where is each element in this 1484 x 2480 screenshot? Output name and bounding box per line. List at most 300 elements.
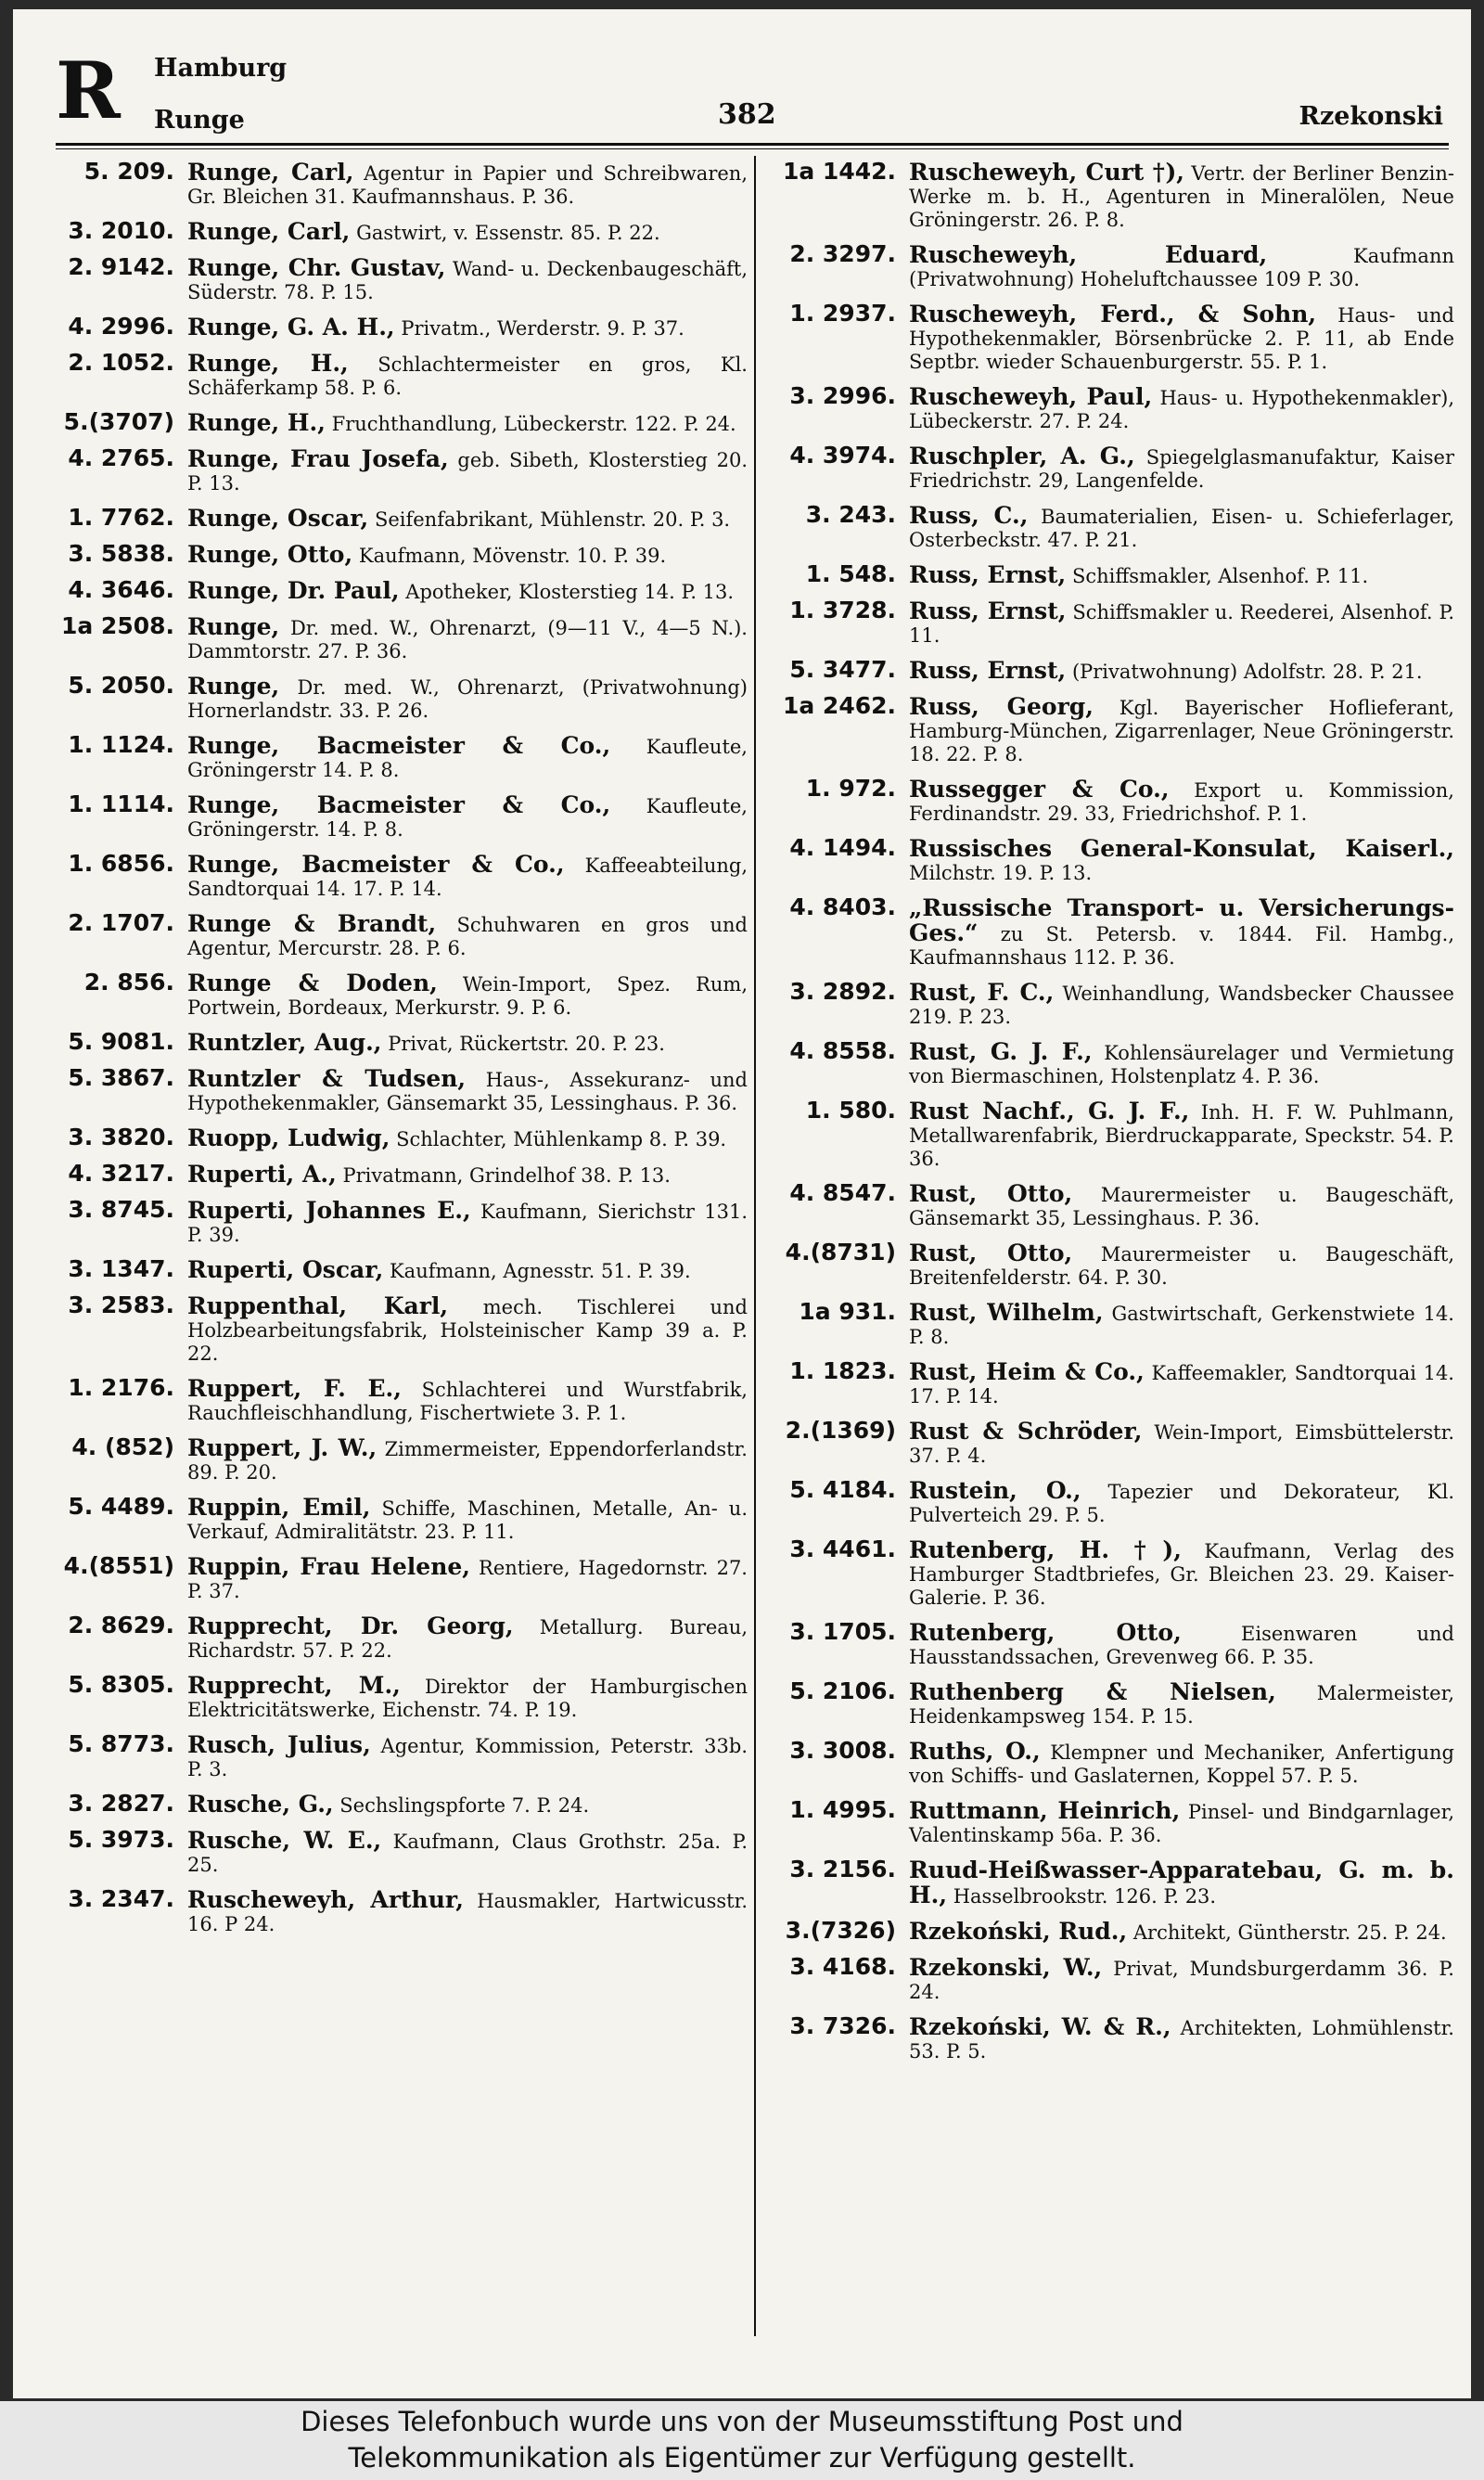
entry-name: Ruscheweyh, Curt †), [909, 159, 1184, 186]
entry-phone-number: 3. 5838. [68, 540, 174, 567]
entry-name: Ruscheweyh, Arthur, [187, 1886, 464, 1913]
directory-entry [46, 1493, 748, 1544]
entry-phone-number: 4. 3217. [68, 1160, 174, 1187]
entry-phone-number: 4.(8731) [785, 1239, 896, 1266]
entry-text [909, 300, 1454, 374]
entry-details: Milchstr. 19. P. 13. [909, 862, 1093, 884]
entry-name: Rzekoński, Rud., [909, 1918, 1128, 1945]
entry-text [909, 978, 1454, 1029]
directory-entry [46, 158, 748, 209]
entry-phone-number: 1. 6856. [68, 850, 174, 877]
entry-details: Privatmann, Grindelhof 38. P. 13. [342, 1164, 671, 1187]
entry-name: Ruschpler, A. G., [909, 443, 1135, 469]
entry-name: Rust, Wilhelm, [909, 1299, 1104, 1326]
entry-details: Export u. Kommission, Ferdinandstr. 29. 33, Friedrichshof. P. 1. [909, 779, 1454, 825]
entry-phone-number: 3. 3820. [68, 1124, 174, 1150]
entry-phone-number: 1. 2937. [789, 300, 896, 327]
entry-text [187, 408, 748, 436]
entry-text [187, 909, 748, 960]
entry-details: Schlachterei und Wurstfabrik, Rauchfleischhandlung, Fischertwiete 3. P. 1. [187, 1379, 748, 1424]
entry-details: Wein-Import, Eimsbüttelerstr. 37. P. 4. [909, 1421, 1454, 1467]
entry-phone-number: 3. 3008. [789, 1737, 896, 1764]
entry-name: Ruppin, Frau Helene, [187, 1553, 470, 1580]
entry-name: Rutenberg, Otto, [909, 1619, 1182, 1646]
header-rule-thin [56, 148, 1449, 149]
entry-name: Runge & Brandt, [187, 910, 437, 937]
entry-details: Kaufmann, Sierichstr 131. P. 39. [187, 1201, 748, 1246]
entry-name: Runge, Dr. Paul, [187, 577, 400, 604]
entry-phone-number: 1. 1114. [68, 790, 174, 817]
entry-phone-number: 3. 2347. [68, 1885, 174, 1912]
entry-phone-number: 4. 3646. [68, 576, 174, 603]
entry-details: Haus- und Hypothekenmakler, Börsenbrücke 2. P. 11, ab Ende Septbr. wieder Schauenburgerstr. 55. P. 1. [909, 304, 1454, 373]
directory-entry [46, 731, 748, 782]
entry-name: Ruperti, Oscar, [187, 1256, 384, 1283]
directory-entry [768, 240, 1454, 291]
directory-entry [46, 1374, 748, 1425]
entry-details: Malermeister, Heidenkampsweg 154. P. 15. [909, 1682, 1454, 1728]
directory-entry [768, 1357, 1454, 1408]
entry-details: Kaufleute, Gröningerstr. 14. P. 8. [187, 795, 748, 841]
directory-entry [46, 1671, 748, 1722]
directory-entry [46, 1255, 748, 1283]
entry-phone-number: 1. 2176. [68, 1374, 174, 1401]
entry-text [909, 1097, 1454, 1171]
header-city: Hamburg [154, 54, 288, 83]
entry-text [909, 1179, 1454, 1230]
entry-details: Fruchthandlung, Lübeckerstr. 122. P. 24. [331, 413, 736, 435]
entry-text [909, 1856, 1454, 1908]
entry-phone-number: 5. 4489. [68, 1493, 174, 1520]
entry-phone-number: 2. 856. [83, 969, 174, 996]
entry-details: Metallurg. Bureau, Richardstr. 57. P. 22. [187, 1616, 748, 1662]
directory-entry [46, 1028, 748, 1056]
entry-phone-number: 3. 2996. [789, 382, 896, 409]
directory-entry [768, 382, 1454, 433]
section-letter: R [56, 45, 121, 136]
entry-name: Runtzler, Aug., [187, 1029, 382, 1056]
entry-phone-number: 5. 2106. [789, 1677, 896, 1704]
entry-text [187, 1826, 748, 1877]
entry-text [909, 1417, 1454, 1468]
entry-text [187, 1374, 748, 1425]
entry-phone-number: 2. 1707. [68, 909, 174, 936]
entry-text [187, 1064, 748, 1115]
entry-name: „Russische Transport- u. Versicherungs-Ges.“ [909, 894, 1454, 946]
entry-phone-number: 3. 1347. [68, 1255, 174, 1282]
entry-phone-number: 5. 8773. [68, 1730, 174, 1757]
entry-text [187, 1730, 748, 1781]
entry-phone-number: 4. 2765. [68, 444, 174, 471]
directory-entry [768, 2012, 1454, 2063]
entry-phone-number: 1. 1124. [68, 731, 174, 758]
entry-name: Ruopp, Ludwig, [187, 1124, 390, 1151]
entry-name: Runge, G. A. H., [187, 314, 395, 341]
entry-phone-number: 1. 3728. [789, 597, 896, 623]
directory-entry [46, 540, 748, 568]
entry-text [187, 1612, 748, 1663]
entry-details: Agentur in Papier und Schreibwaren, Gr. Bleichen 31. Kaufmannshaus. P. 36. [187, 162, 748, 208]
entry-text [909, 2012, 1454, 2063]
entry-name: Rzekoński, W. & R., [909, 2013, 1171, 2040]
directory-entry [768, 1796, 1454, 1847]
entry-phone-number: 3. 2583. [68, 1291, 174, 1318]
directory-entry [46, 408, 748, 436]
directory-entry [768, 1953, 1454, 2004]
entry-phone-number: 1a 1442. [782, 158, 896, 185]
directory-entry [46, 444, 748, 495]
directory-entry [46, 504, 748, 532]
directory-entry [768, 1536, 1454, 1610]
directory-entry [768, 1856, 1454, 1908]
entry-text [909, 1037, 1454, 1088]
directory-entry [46, 850, 748, 901]
entry-text [909, 158, 1454, 232]
directory-entry [768, 656, 1454, 684]
entry-name: Runge, H., [187, 409, 326, 436]
entry-text [909, 1953, 1454, 2004]
entry-details: zu St. Petersb. v. 1844. Fil. Hambg., Kaufmannshaus 112. P. 36. [909, 923, 1454, 969]
directory-entry [768, 501, 1454, 552]
entry-phone-number: 3. 2827. [68, 1790, 174, 1817]
entry-name: Rusche, W. E., [187, 1827, 382, 1854]
entry-details: Architekt, Güntherstr. 25. P. 24. [1132, 1921, 1447, 1944]
entry-details: Schiffe, Maschinen, Metalle, An- u. Verkauf, Admiralitätstr. 23. P. 11. [187, 1497, 748, 1543]
entry-name: Rust, Heim & Co., [909, 1358, 1145, 1385]
entry-text [909, 775, 1454, 826]
entry-phone-number: 5. 2050. [68, 672, 174, 699]
entry-phone-number: 1a 2508. [60, 612, 174, 639]
entry-text [187, 444, 748, 495]
entry-details: Kaufmann, Verlag des Hamburger Stadtbriefes, Gr. Bleichen 23. 29. Kaiser-Galerie. P. 36. [909, 1540, 1454, 1609]
entry-text [909, 834, 1454, 885]
entry-phone-number: 4. 8403. [789, 893, 896, 920]
entry-name: Ruscheweyh, Paul, [909, 383, 1153, 410]
entry-phone-number: 1. 548. [805, 560, 896, 587]
entry-name: Runge, Carl, [187, 159, 354, 186]
directory-entry [46, 1433, 748, 1484]
entry-phone-number: 3.(7326) [785, 1917, 896, 1944]
directory-entry [46, 1291, 748, 1366]
entry-text [909, 1298, 1454, 1349]
entry-details: Privat, Rückertstr. 20. P. 23. [388, 1033, 665, 1055]
entry-name: Ruud-Heißwasser-Apparatebau, G. m. b. H., [909, 1857, 1454, 1908]
directory-entry [46, 1064, 748, 1115]
entry-text [187, 1433, 748, 1484]
entry-phone-number: 1a 2462. [782, 692, 896, 719]
directory-entry [46, 1730, 748, 1781]
entry-name: Russegger & Co., [909, 776, 1170, 803]
entry-name: Ruscheweyh, Ferd., & Sohn, [909, 301, 1317, 328]
directory-entry [46, 1196, 748, 1247]
entry-details: Spiegelglasmanufaktur, Kaiser Friedrichstr. 29, Langenfelde. [909, 446, 1454, 492]
entry-details: Zimmermeister, Eppendorferlandstr. 89. P. 20. [187, 1438, 748, 1484]
header-rule [56, 143, 1449, 146]
entry-text [187, 612, 748, 663]
entry-text [909, 382, 1454, 433]
entry-details: Maurermeister u. Baugeschäft, Gänsemarkt 35, Lessinghaus. P. 36. [909, 1184, 1454, 1229]
entry-text [909, 560, 1454, 588]
entry-details: Inh. H. F. W. Puhlmann, Metallwarenfabrik, Bierdruckapparate, Speckstr. 54. P. 36. [909, 1101, 1454, 1170]
entry-details: (Privatwohnung) Adolfstr. 28. P. 21. [1071, 661, 1423, 683]
entry-phone-number: 5. 8305. [68, 1671, 174, 1698]
entry-text [187, 731, 748, 782]
directory-entry [46, 1826, 748, 1877]
entry-text [187, 1552, 748, 1603]
entry-name: Rzekonski, W., [909, 1954, 1103, 1981]
entry-name: Runge, Frau Josefa, [187, 445, 449, 472]
entry-text [909, 1239, 1454, 1290]
entry-details: mech. Tischlerei und Holzbearbeitungsfabrik, Holsteinischer Kamp 39 a. P. 22. [187, 1296, 748, 1365]
entry-details: Dr. med. W., Ohrenarzt, (Privatwohnung) Hornerlandstr. 33. P. 26. [187, 676, 748, 722]
entry-details: Kaffeeabteilung, Sandtorquai 14. 17. P. 14. [187, 855, 748, 900]
entry-phone-number: 5. 3477. [789, 656, 896, 683]
entry-text [187, 1671, 748, 1722]
entry-phone-number: 2. 9142. [68, 253, 174, 280]
entry-name: Russ, Ernst, [909, 561, 1067, 588]
entry-name: Ruppert, F. E., [187, 1375, 402, 1402]
entry-details: Rentiere, Hagedornstr. 27. P. 37. [187, 1557, 748, 1602]
entry-phone-number: 3. 8745. [68, 1196, 174, 1223]
entry-details: Hasselbrookstr. 126. P. 23. [953, 1885, 1217, 1908]
entry-phone-number: 2.(1369) [785, 1417, 896, 1444]
footer-banner [0, 2401, 1484, 2480]
entry-text [187, 1124, 748, 1151]
entry-name: Rust Nachf., G. J. F., [909, 1098, 1190, 1124]
entry-name: Rust, Otto, [909, 1180, 1073, 1207]
entry-phone-number: 1. 7762. [68, 504, 174, 531]
entry-text [187, 1493, 748, 1544]
directory-entry [46, 969, 748, 1020]
directory-entry [46, 217, 748, 245]
entry-name: Runge, Otto, [187, 541, 353, 568]
directory-entry [46, 1124, 748, 1151]
header-first-entry-word: Runge [154, 106, 245, 135]
directory-entry [46, 253, 748, 304]
entry-details: Eisenwaren und Hausstandssachen, Grevenweg 66. P. 35. [909, 1623, 1454, 1668]
directory-entry [46, 1790, 748, 1818]
entry-name: Runge, Chr. Gustav, [187, 254, 446, 281]
entry-name: Ruscheweyh, Eduard, [909, 241, 1268, 268]
entry-details: Seifenfabrikant, Mühlenstr. 20. P. 3. [374, 508, 731, 531]
entry-details: Klempner und Mechaniker, Anfertigung von Schiffs- und Gaslaternen, Koppel 57. P. 5. [909, 1741, 1454, 1787]
column-divider [754, 156, 756, 2336]
right-column [768, 158, 1454, 2072]
entry-text [909, 1476, 1454, 1527]
entry-text [909, 656, 1454, 684]
entry-phone-number: 5.(3707) [63, 408, 174, 435]
entry-text [187, 1885, 748, 1936]
entry-text [909, 240, 1454, 291]
entry-details: Hausmakler, Hartwicusstr. 16. P 24. [187, 1890, 748, 1935]
entry-text [187, 313, 748, 341]
directory-entry [768, 775, 1454, 826]
entry-details: Agentur, Kommission, Peterstr. 33b. P. 3. [187, 1735, 748, 1780]
directory-entry [46, 672, 748, 723]
entry-details: Dr. med. W., Ohrenarzt, (9—11 V., 4—5 N.). Dammtorstr. 27. P. 36. [187, 617, 748, 662]
entry-phone-number: 5. 9081. [68, 1028, 174, 1055]
directory-entry [768, 560, 1454, 588]
entry-text [909, 501, 1454, 552]
directory-entry [768, 1737, 1454, 1788]
entry-name: Rust, G. J. F., [909, 1038, 1093, 1065]
entry-details: Schiffsmakler u. Reederei, Alsenhof. P. 11. [909, 601, 1454, 647]
entry-details: Kohlensäurelager und Vermietung von Biermaschinen, Holstenplatz 4. P. 36. [909, 1042, 1454, 1087]
entry-name: Ruthenberg & Nielsen, [909, 1678, 1276, 1705]
entry-details: Baumaterialien, Eisen- u. Schieferlager, Osterbeckstr. 47. P. 21. [909, 506, 1454, 551]
entry-details: Gastwirt, v. Essenstr. 85. P. 22. [356, 222, 660, 244]
entry-phone-number: 2. 1052. [68, 349, 174, 376]
directory-entry [46, 1885, 748, 1936]
entry-phone-number: 4. 8547. [789, 1179, 896, 1206]
entry-details: Tapezier und Dekorateur, Kl. Pulverteich 29. P. 5. [909, 1481, 1455, 1526]
entry-phone-number: 3. 7326. [789, 2012, 896, 2039]
entry-phone-number: 4. 1494. [789, 834, 896, 861]
entry-name: Russ, Ernst, [909, 598, 1067, 624]
footer-text [0, 2401, 1484, 2476]
entry-details: Kaufleute, Gröningerstr 14. P. 8. [187, 736, 748, 781]
directory-entry [46, 1612, 748, 1663]
entry-phone-number: 4. 8558. [789, 1037, 896, 1064]
entry-phone-number: 3. 1705. [789, 1618, 896, 1645]
directory-entry [768, 1917, 1454, 1945]
footer-line-2: Telekommunikation als Eigentümer zur Verfügung gestellt. [348, 2442, 1136, 2474]
footer-line-1: Dieses Telefonbuch wurde uns von der Museumsstiftung Post und [301, 2406, 1183, 2437]
entry-name: Ruths, O., [909, 1738, 1041, 1765]
entry-details: geb. Sibeth, Klosterstieg 20. P. 13. [187, 449, 748, 495]
entry-text [909, 597, 1454, 648]
directory-entry [46, 612, 748, 663]
entry-name: Runge, [187, 673, 280, 700]
entry-text [187, 1790, 748, 1818]
directory-entry [768, 442, 1454, 493]
entry-text [187, 540, 748, 568]
entry-details: Schuhwaren en gros und Agentur, Mercurstr. 28. P. 6. [187, 914, 748, 959]
entry-name: Rupprecht, Dr. Georg, [187, 1613, 514, 1639]
entry-name: Russ, Georg, [909, 693, 1094, 720]
directory-entry [46, 1552, 748, 1603]
entry-name: Ruppert, J. W., [187, 1434, 377, 1461]
entry-name: Runge & Doden, [187, 970, 438, 996]
entry-phone-number: 1. 4995. [789, 1796, 896, 1823]
entry-phone-number: 4. (852) [71, 1433, 174, 1460]
entry-text [909, 1536, 1454, 1610]
entry-details: Privat, Mundsburgerdamm 36. P. 24. [909, 1958, 1454, 2003]
entry-details: Kaufmann, Agnesstr. 51. P. 39. [389, 1260, 691, 1282]
entry-text [187, 1291, 748, 1366]
entry-phone-number: 1a 931. [799, 1298, 896, 1325]
directory-entry [768, 893, 1454, 970]
entry-phone-number: 4. 2996. [68, 313, 174, 340]
entry-name: Russisches General-Konsulat, Kaiserl., [909, 835, 1454, 862]
entry-details: Kaufmann (Privatwohnung) Hoheluftchaussee 109 P. 30. [909, 245, 1454, 290]
entry-details: Gastwirtschaft, Gerkenstwiete 14. P. 8. [909, 1303, 1454, 1348]
entry-name: Ruppin, Emil, [187, 1494, 371, 1521]
entry-text [187, 158, 748, 209]
directory-entry [46, 313, 748, 341]
entry-text [187, 790, 748, 842]
entry-name: Ruperti, Johannes E., [187, 1197, 471, 1224]
entry-text [187, 672, 748, 723]
entry-name: Runge, Carl, [187, 218, 351, 245]
entry-phone-number: 1. 1823. [789, 1357, 896, 1384]
directory-entry [768, 1179, 1454, 1230]
entry-name: Runge, Bacmeister & Co., [187, 732, 611, 759]
entry-details: Schlachtermeister en gros, Kl. Schäferkamp 58. P. 6. [187, 353, 748, 399]
entry-phone-number: 3. 2156. [789, 1856, 896, 1882]
entry-phone-number: 3. 2010. [68, 217, 174, 244]
directory-page [13, 9, 1471, 2398]
entry-details: Pinsel- und Bindgarnlager, Valentinskamp 56a. P. 36. [909, 1801, 1454, 1846]
entry-details: Haus-, Assekuranz- und Hypothekenmakler, Gänsemarkt 35, Lessinghaus. P. 36. [187, 1069, 748, 1114]
entry-phone-number: 4. 3974. [789, 442, 896, 469]
entry-details: Kgl. Bayerischer Hoflieferant, Hamburg-München, Zigarrenlager, Neue Gröningerstr. 18. 22. P. 8. [909, 697, 1454, 765]
entry-text [187, 969, 748, 1020]
entry-name: Runge, Oscar, [187, 505, 369, 532]
entry-text [909, 1796, 1454, 1847]
entry-phone-number: 5. 3973. [68, 1826, 174, 1853]
entry-name: Ruttmann, Heinrich, [909, 1797, 1181, 1824]
directory-entry [768, 834, 1454, 885]
entry-text [187, 253, 748, 304]
entry-text [909, 1618, 1454, 1669]
entry-details: Wand- u. Deckenbaugeschäft, Süderstr. 78. P. 15. [187, 258, 748, 303]
entry-text [909, 692, 1454, 766]
entry-name: Runge, H., [187, 350, 349, 377]
entry-name: Rusche, G., [187, 1791, 334, 1818]
entry-name: Rust, F. C., [909, 979, 1055, 1006]
entry-phone-number: 4.(8551) [63, 1552, 174, 1579]
entry-details: Schiffsmakler, Alsenhof. P. 11. [1071, 565, 1369, 587]
entry-details: Kaffeemakler, Sandtorquai 14. 17. P. 14. [909, 1362, 1454, 1407]
directory-entry [768, 1417, 1454, 1468]
directory-entry [768, 597, 1454, 648]
entry-text [909, 893, 1454, 970]
entry-name: Runge, Bacmeister & Co., [187, 851, 565, 878]
entry-name: Rust & Schröder, [909, 1418, 1143, 1445]
left-column [46, 158, 748, 1945]
entry-text [909, 1917, 1454, 1945]
directory-entry [46, 349, 748, 400]
entry-phone-number: 3. 4461. [789, 1536, 896, 1562]
entry-text [187, 1160, 748, 1188]
entry-text [187, 850, 748, 901]
entry-details: Kaufmann, Claus Grothstr. 25a. P. 25. [187, 1831, 748, 1876]
entry-phone-number: 5. 209. [83, 158, 174, 185]
directory-entry [768, 300, 1454, 374]
entry-details: Vertr. der Berliner Benzin-Werke m. b. H., Agenturen in Mineralölen, Neue Gröningerstr. 26. P. 8. [909, 162, 1454, 231]
entry-name: Russ, Ernst, [909, 657, 1067, 684]
entry-details: Direktor der Hamburgischen Elektricitätswerke, Eichenstr. 74. P. 19. [187, 1676, 748, 1721]
entry-details: Haus- u. Hypothekenmakler), Lübeckerstr. 27. P. 24. [909, 387, 1454, 432]
page-number: 382 [718, 98, 776, 131]
entry-text [187, 504, 748, 532]
entry-text [909, 1737, 1454, 1788]
directory-entry [768, 158, 1454, 232]
directory-entry [768, 1618, 1454, 1669]
directory-entry [46, 909, 748, 960]
entry-text [187, 1255, 748, 1283]
entry-text [187, 349, 748, 400]
entry-details: Kaufmann, Mövenstr. 10. P. 39. [358, 545, 667, 567]
directory-entry [768, 978, 1454, 1029]
directory-entry [768, 1476, 1454, 1527]
entry-text [187, 1028, 748, 1056]
entry-name: Ruperti, A., [187, 1161, 337, 1188]
entry-phone-number: 2. 8629. [68, 1612, 174, 1638]
directory-entry [768, 1298, 1454, 1349]
entry-details: Schlachter, Mühlenkamp 8. P. 39. [396, 1128, 727, 1150]
